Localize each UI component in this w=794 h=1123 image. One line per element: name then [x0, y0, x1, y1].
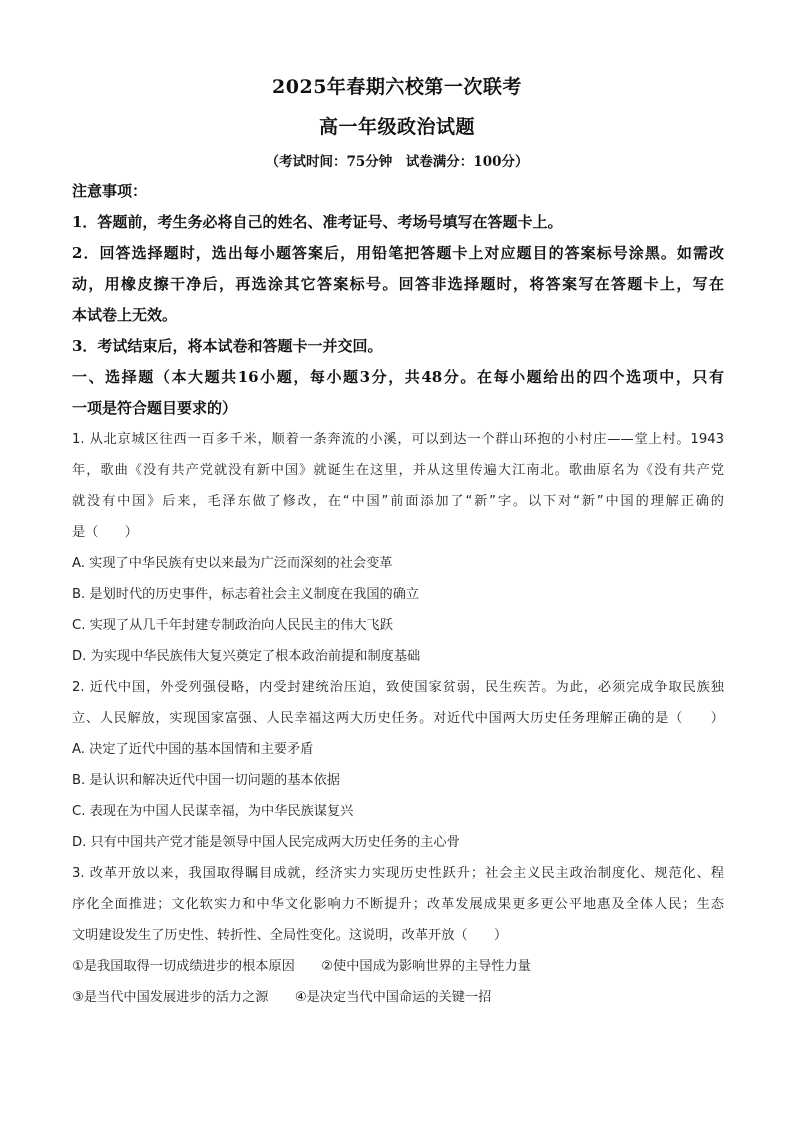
q1-option-b: B. 是划时代的历史事件，标志着社会主义制度在我国的确立: [72, 587, 420, 602]
section-heading-line-2: 一项是符合题目要求的）: [72, 399, 238, 417]
exam-body: [72, 176, 724, 1013]
q1-stem-line-3: 就没有中国》后来，毛泽东做了修改，在“中国”前面添加了“新”字。以下对“新”中国的理解正确的: [72, 494, 724, 509]
q2-option-d: D. 只有中国共产党才能是领导中国人民完成两大历史任务的主心骨: [72, 835, 460, 850]
q3-stem-line-1: 3. 改革开放以来，我国取得瞩目成就，经济实力实现历史性跃升；社会主义民主政治制度化、规范化、程: [72, 866, 724, 881]
q3-stem-line-2: 序化全面推进；文化软实力和中华文化影响力不断提升；改革发展成果更多更公平地惠及全体人民；生态: [72, 897, 724, 912]
notice-item-2-line-3: 本试卷上无效。: [72, 306, 178, 324]
exam-title: 2025年春期六校第一次联考: [272, 76, 522, 98]
notice-item-2-line-2: 动，用橡皮擦干净后，再选涂其它答案标号。回答非选择题时，将答案写在答题卡上，写在: [72, 275, 724, 293]
q3-option-row-1: ①是我国取得一切成绩进步的根本原因 ②使中国成为影响世界的主导性力量: [72, 959, 531, 974]
q1-stem-line-1: 1. 从北京城区往西一百多千米，顺着一条奔流的小溪，可以到达一个群山环抱的小村庄——堂上村。1943: [72, 432, 724, 447]
section-heading-line-1: 一、选择题（本大题共16小题，每小题3分，共48分。在每小题给出的四个选项中，只有: [72, 368, 724, 386]
notice-item-3: 3．考试结束后，将本试卷和答题卡一并交回。: [72, 337, 383, 355]
notice-item-1: 1．答题前，考生务必将自己的姓名、准考证号、考场号填写在答题卡上。: [72, 213, 563, 231]
q1-option-c: C. 实现了从几千年封建专制政治向人民民主的伟大飞跃: [72, 618, 393, 633]
q3-option-row-2: ③是当代中国发展进步的活力之源 ④是决定当代中国命运的关键一招: [72, 990, 492, 1005]
notice-heading: 注意事项：: [72, 182, 148, 200]
q2-option-c: C. 表现在为中国人民谋幸福，为中华民族谋复兴: [72, 804, 354, 819]
q1-stem-line-2: 年，歌曲《没有共产党就没有新中国》就诞生在这里，并从这里传遍大江南北。歌曲原名为《没有共产党: [72, 463, 724, 478]
q3-stem-line-3: 文明建设发生了历史性、转折性、全局性变化。这说明，改革开放（ ）: [72, 928, 508, 943]
exam-info: （考试时间：75分钟 试卷满分：100分）: [265, 154, 529, 170]
q1-option-a: A. 实现了中华民族有史以来最为广泛而深刻的社会变革: [72, 556, 393, 571]
q1-option-d: D. 为实现中华民族伟大复兴奠定了根本政治前提和制度基础: [72, 649, 421, 664]
notice-item-2-line-1: 2．回答选择题时，选出每小题答案后，用铅笔把答题卡上对应题目的答案标号涂黑。如需改: [72, 244, 724, 262]
q1-stem-line-4: 是（ ）: [72, 525, 138, 540]
exam-subject-title: 高一年级政治试题: [318, 116, 475, 138]
q2-stem-line-2: 立、人民解放，实现国家富强、人民幸福这两大历史任务。对近代中国两大历史任务理解正确的是（ ）: [72, 711, 724, 726]
q2-stem-line-1: 2. 近代中国，外受列强侵略，内受封建统治压迫，致使国家贫弱，民生疾苦。为此，必须完成争取民族独: [72, 680, 724, 695]
q2-option-a: A. 决定了近代中国的基本国情和主要矛盾: [72, 742, 314, 757]
q2-option-b: B. 是认识和解决近代中国一切问题的基本依据: [72, 773, 340, 788]
